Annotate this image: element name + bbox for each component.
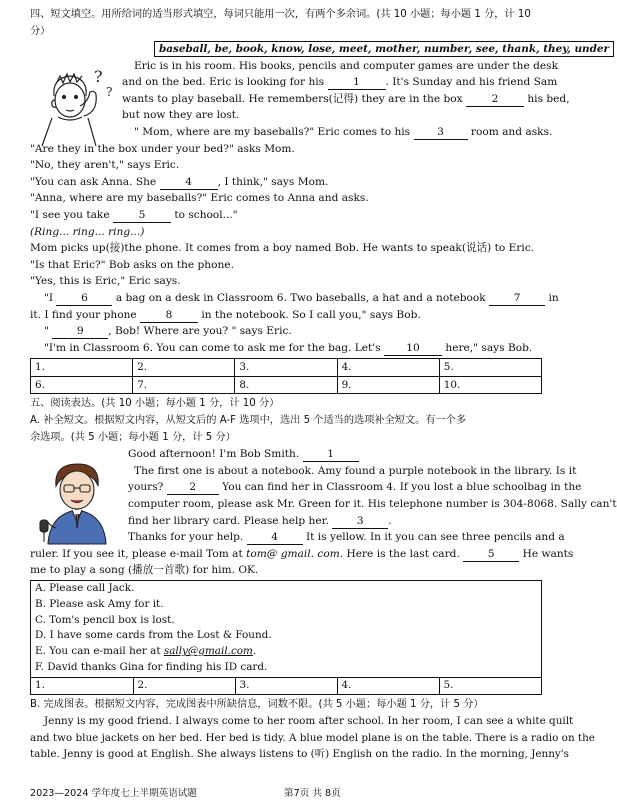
blank-7[interactable]: 7 bbox=[489, 292, 545, 306]
answer-cell[interactable]: 3. bbox=[235, 677, 337, 693]
blank-4[interactable]: 4 bbox=[160, 176, 218, 190]
blank-1[interactable]: 1 bbox=[328, 76, 386, 90]
thinking-boy-illustration bbox=[32, 66, 122, 148]
blank-5[interactable]: 5 bbox=[113, 209, 171, 223]
passage-line: ruler. If you see it, please e-mail Tom at tom@ gmail. com. Here is the last card. 5 He wants bbox=[30, 547, 574, 560]
answer-cell[interactable]: 8. bbox=[235, 376, 337, 394]
answer-cell[interactable]: 9. bbox=[337, 376, 439, 394]
answer-cell[interactable]: 5. bbox=[439, 359, 541, 377]
passage-line: Jenny is my good friend. I always come to her room after school. In her room, I can see a white quilt bbox=[44, 715, 574, 728]
passage-line: but now they are lost. bbox=[122, 109, 240, 122]
passage-line: The first one is about a notebook. Amy found a purple notebook in the library. Is it bbox=[134, 464, 577, 477]
footer-title: 2023—2024 学年度七上半期英语试题 bbox=[30, 788, 198, 799]
blank-A1[interactable]: 1 bbox=[303, 448, 359, 462]
answer-cell[interactable]: 4. bbox=[337, 677, 439, 693]
blank-A5[interactable]: 5 bbox=[463, 548, 519, 562]
sally-email: sally@gmail.com bbox=[163, 645, 253, 658]
passage-line: "Anna, where are my baseballs?" Eric comes to Anna and asks. bbox=[30, 192, 369, 205]
answer-table-section4 bbox=[30, 358, 542, 394]
section4-heading: 四、短文填空。用所给词的适当形式填空，每词只能用一次，有两个多余词。(共 10 小题；每小题 1 分，计 10 分） bbox=[30, 9, 531, 37]
answer-cell[interactable]: 1. bbox=[31, 677, 133, 693]
answer-cell[interactable]: 7. bbox=[133, 376, 235, 394]
passage-line: Good afternoon! I'm Bob Smith. 1 bbox=[30, 446, 542, 463]
passage-line: Thanks for your help. 4 It is yellow. In it you can see three pencils and a bbox=[128, 531, 565, 544]
passage-line: find her library card. Please help her. 3 . bbox=[128, 514, 392, 527]
question-mark-icon: ? bbox=[94, 67, 103, 86]
passage-line: "I'm in Classroom 6. You can come to ask me for the bag. Let's 10 here," says Bob. bbox=[44, 341, 533, 354]
blank-10[interactable]: 10 bbox=[384, 342, 442, 356]
passage-line: "You can ask Anna. She 4 , I think," says Mom. bbox=[30, 175, 329, 188]
passage-line: "I see you take 5 to school..." bbox=[30, 208, 238, 221]
blank-9[interactable]: 9 bbox=[52, 325, 108, 339]
passage-line: "Are they in the box under your bed?" asks Mom. bbox=[30, 142, 295, 155]
answer-cell[interactable]: 4. bbox=[337, 359, 439, 377]
section5-heading: 五、阅读表达。(共 10 小题；每小题 1 分，计 10 分） bbox=[30, 398, 280, 410]
answer-cell[interactable]: 2. bbox=[133, 359, 235, 377]
word-box: baseball, be, book, know, lose, meet, mother, number, see, thank, they, under bbox=[154, 41, 614, 57]
passage-line: "No, they aren't," says Eric. bbox=[30, 159, 180, 172]
tom-email: tom@ gmail. com bbox=[246, 547, 340, 560]
passage-line: (Ring... ring... ring...) bbox=[30, 225, 145, 238]
blank-2[interactable]: 2 bbox=[466, 93, 524, 107]
answer-cell[interactable]: 1. bbox=[31, 359, 133, 377]
passage-line: and two blue jackets on her bed. Her bed is tidy. A blue model plane is on the table. There is a radio on the bbox=[30, 731, 595, 744]
passage-line: me to play a song (播放一首歌) for him. OK. bbox=[30, 564, 259, 577]
options-box bbox=[30, 580, 542, 695]
passage-line: "Yes, this is Eric," Eric says. bbox=[30, 275, 181, 288]
passage-line: "Is that Eric?" Bob asks on the phone. bbox=[30, 258, 234, 271]
passage-line: wants to play baseball. He remembers(记得) they are in the box 2 his bed, bbox=[122, 92, 570, 105]
partB-instruction: B. 完成图表。根据短文内容，完成图表中所缺信息，词数不限。(共 5 小题；每小题 1 分，计 5 分） bbox=[30, 698, 484, 710]
blank-A3[interactable]: 3 bbox=[332, 515, 388, 529]
passage-line: and on the bed. Eric is looking for his 1 . It's Sunday and his friend Sam bbox=[122, 76, 558, 89]
option-B: B. Please ask Amy for it. bbox=[35, 597, 164, 610]
passage-line: it. I find your phone 8 in the notebook. So I call you," says Bob. bbox=[30, 308, 421, 321]
option-F: F. David thanks Gina for finding his ID card. bbox=[35, 660, 268, 673]
option-C: C. Tom's pencil box is lost. bbox=[35, 613, 175, 626]
question-mark-icon: ? bbox=[106, 85, 113, 99]
passage-line: yours? 2 You can find her in Classroom 4. If you lost a blue schoolbag in the bbox=[128, 481, 582, 494]
answer-table-partA bbox=[31, 677, 541, 694]
partA-instruction: 余选项。(共 5 小题；每小题 1 分，计 5 分） bbox=[30, 431, 236, 443]
blank-A4[interactable]: 4 bbox=[247, 531, 303, 545]
option-A: A. Please call Jack. bbox=[35, 582, 135, 594]
page-number: 第7页 共 8页 bbox=[284, 788, 341, 799]
passage-line: " Mom, where are my baseballs?" Eric comes to his 3 room and asks. bbox=[134, 125, 553, 138]
partA-instruction: A. 补全短文。根据短文内容，从短文后的 A-F 选项中，选出 5 个适当的选项补全短文。有一个多 bbox=[30, 415, 467, 427]
blank-3[interactable]: 3 bbox=[414, 126, 468, 140]
answer-cell[interactable]: 3. bbox=[235, 359, 337, 377]
blank-A2[interactable]: 2 bbox=[167, 481, 219, 495]
blank-8[interactable]: 8 bbox=[140, 309, 198, 323]
passage-line: table. Jenny is good at English. She always listens to (听) English on the radio. In the morning, Jenny's bbox=[30, 748, 569, 761]
blank-6[interactable]: 6 bbox=[56, 292, 112, 306]
passage-line: computer room, please ask Mr. Green for it. His telephone number is 304-8068. Sally can't bbox=[128, 498, 617, 511]
passage-line: Eric is in his room. His books, pencils and computer games are under the desk bbox=[134, 59, 559, 72]
answer-cell[interactable]: 6. bbox=[31, 376, 133, 394]
announcer-illustration bbox=[34, 458, 122, 544]
passage-line: "I 6 a bag on a desk in Classroom 6. Two baseballs, a hat and a notebook 7 in bbox=[44, 291, 559, 304]
passage-line: " 9 , Bob! Where are you? " says Eric. bbox=[44, 325, 292, 338]
passage-line: Mom picks up(接)the phone. It comes from a boy named Bob. He wants to speak(说话) to Eric. bbox=[30, 242, 535, 255]
answer-cell[interactable]: 5. bbox=[439, 677, 541, 693]
option-E: E. You can e-mail her at sally@gmail.com. bbox=[35, 645, 257, 658]
option-D: D. I have some cards from the Lost & Found. bbox=[35, 629, 272, 642]
answer-cell[interactable]: 2. bbox=[133, 677, 235, 693]
answer-cell[interactable]: 10. bbox=[439, 376, 541, 394]
